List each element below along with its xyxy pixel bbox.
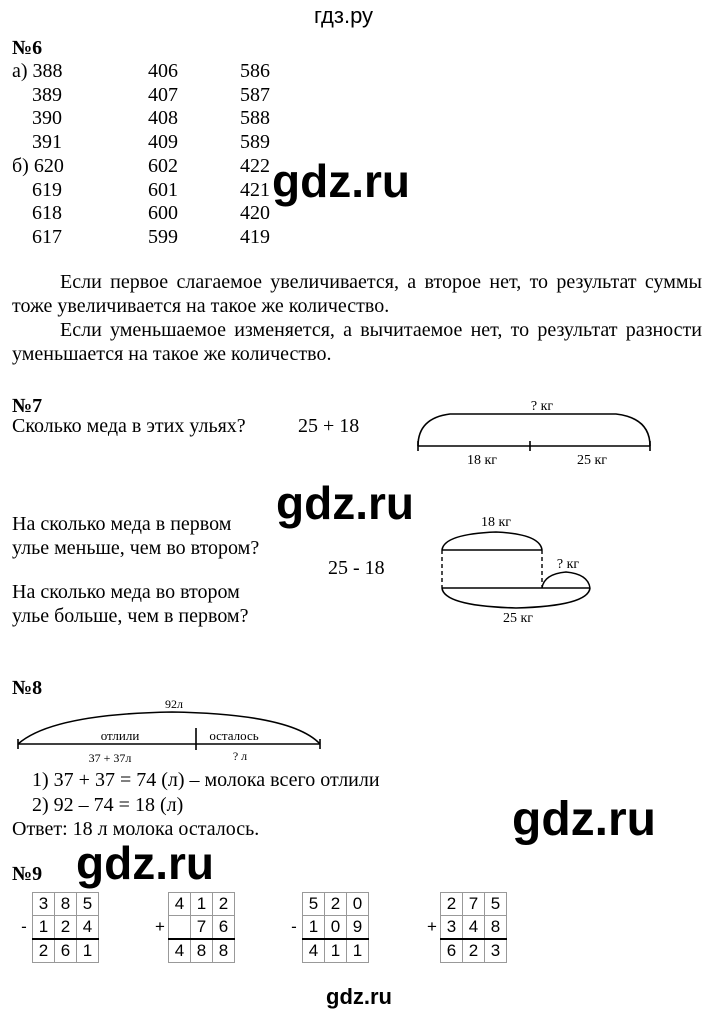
digit-cell: 6 [441,939,463,963]
digit-cell: 2 [325,893,347,916]
grid-cell: 407 [148,84,178,106]
diagram-label-poured: отлили [100,728,140,743]
digit-cell: 8 [55,893,77,916]
digit-cell: 7 [191,916,213,940]
grid-cell: 600 [148,202,178,224]
diagram-label-sum: 37 + 37л [88,751,132,765]
digit-cell: 8 [485,916,507,940]
diagram-label-total: 92л [165,697,183,711]
diagram-label-left: осталось [209,728,259,743]
grid-cell: 588 [240,107,270,129]
column-calculation [152,892,235,963]
digit-cell: 4 [169,939,191,963]
digit-cell: 4 [169,893,191,916]
diagram-label-question: ? кг [556,557,580,572]
task7-diagram-1 [410,390,660,470]
operator-sign: - [21,917,27,937]
digit-cell: 5 [303,893,325,916]
diagram-label-top: 18 кг [480,515,512,530]
task8-step-1: 1) 37 + 37 = 74 (л) – молока всего отлили [32,769,380,791]
task7-question-3-line2: улье больше, чем в первом? [12,605,249,627]
task7-question-3-line1: На сколько меда во втором [12,581,240,603]
column-calculation [286,892,369,963]
grid-cell: 391 [32,131,62,153]
task7-expression-1: 25 + 18 [298,415,360,437]
column-calculation [16,892,99,963]
grid-cell: 617 [32,226,62,248]
digit-cell: 6 [213,916,235,940]
grid-cell: 419 [240,226,270,248]
column-calculation [424,892,507,963]
digit-cell: 3 [485,939,507,963]
task8-title: №8 [12,677,43,699]
grid-cell: 409 [148,131,178,153]
diagram-label-question: ? л [232,749,248,763]
grid-cell: 601 [148,179,178,201]
task7-expression-2: 25 - 18 [328,557,385,579]
grid-cell: 422 [240,155,270,177]
digit-cell: 6 [55,939,77,963]
watermark: gdz.ru [512,793,656,846]
grid-cell: б) 620 [12,155,64,177]
digit-cell: 9 [347,916,369,940]
diagram-label-bottom: 25 кг [502,611,534,626]
grid-cell: 618 [32,202,62,224]
digit-cell: 8 [191,939,213,963]
operator-sign: + [155,917,165,937]
digit-cell: 2 [213,893,235,916]
grid-cell: 406 [148,60,178,82]
grid-cell: 389 [32,84,62,106]
digit-cell: 0 [347,893,369,916]
digit-cell [169,916,191,940]
digit-cell: 1 [303,916,325,940]
digit-cell: 4 [77,916,99,940]
digit-cell: 4 [463,916,485,940]
digit-cell: 0 [325,916,347,940]
grid-cell: 599 [148,226,178,248]
task7-diagram-2 [430,508,600,628]
digit-cell: 1 [325,939,347,963]
grid-cell: 589 [240,131,270,153]
grid-cell: 602 [148,155,178,177]
grid-cell: 587 [240,84,270,106]
task7-question-2-line2: улье меньше, чем во втором? [12,537,260,559]
task8-answer: Ответ: 18 л молока осталось. [12,818,260,840]
operator-sign: - [291,917,297,937]
digit-cell: 3 [441,916,463,940]
digit-cell: 5 [77,893,99,916]
task6-paragraph-2: Если уменьшаемое изменяется, а вычитаемое нет, то результат разности уменьшается на такое же количество. [12,319,702,365]
task7-question-2-line1: На сколько меда в первом [12,513,232,535]
operator-sign: + [427,917,437,937]
task8-diagram [12,692,332,770]
grid-cell: 420 [240,202,270,224]
digit-cell: 1 [347,939,369,963]
watermark: gdz.ru [272,155,410,207]
grid-cell: 586 [240,60,270,82]
task6-paragraph-1: Если первое слагаемое увеличивается, а второе нет, то результат суммы тоже увеличивается на такое же количество. [12,271,702,317]
diagram-label-right: 25 кг [576,453,608,468]
watermark: gdz.ru [276,477,414,529]
digit-cell: 5 [485,893,507,916]
site-header: гдз.ру [314,3,374,28]
watermark: gdz.ru [76,837,214,889]
grid-cell: а) 388 [12,60,63,82]
digit-cell: 1 [33,916,55,940]
digit-cell: 2 [33,939,55,963]
digit-cell: 7 [463,893,485,916]
footer-watermark: gdz.ru [326,984,392,1009]
diagram-label-total: ? кг [530,399,554,414]
digit-cell: 1 [191,893,213,916]
task9-title: №9 [12,863,43,885]
task7-title: №7 [12,395,43,417]
task6-title: №6 [12,37,43,59]
diagram-label-left: 18 кг [466,453,498,468]
digit-cell: 2 [463,939,485,963]
task7-question-1: Сколько меда в этих ульях? [12,415,246,437]
grid-cell: 421 [240,179,270,201]
digit-cell: 1 [77,939,99,963]
digit-cell: 8 [213,939,235,963]
digit-cell: 2 [55,916,77,940]
digit-cell: 4 [303,939,325,963]
grid-cell: 408 [148,107,178,129]
task8-step-2: 2) 92 – 74 = 18 (л) [32,794,184,816]
grid-cell: 619 [32,179,62,201]
digit-cell: 3 [33,893,55,916]
grid-cell: 390 [32,107,62,129]
digit-cell: 2 [441,893,463,916]
